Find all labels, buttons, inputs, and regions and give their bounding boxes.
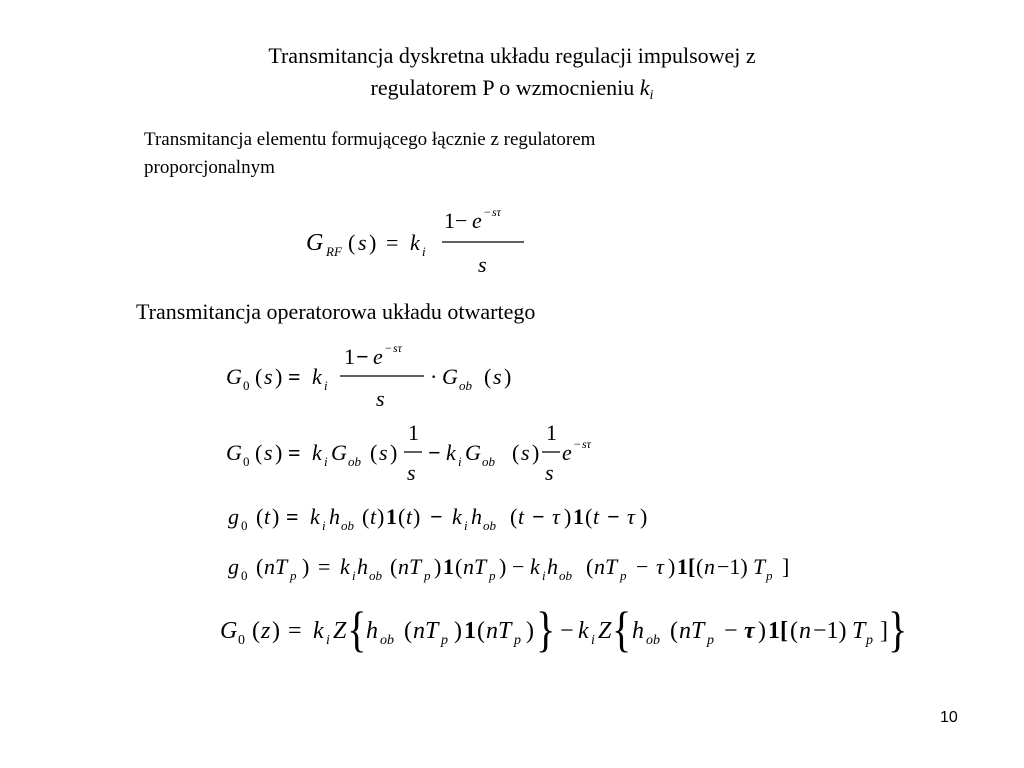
svg-text:nT: nT <box>594 554 618 579</box>
svg-text:−: − <box>636 554 649 579</box>
svg-text:(: ( <box>477 618 485 644</box>
svg-text:τ: τ <box>627 504 635 529</box>
svg-text:(: ( <box>404 618 412 644</box>
title-line-1: Transmitancja dyskretna układu regulacji impulsowej z <box>268 43 756 68</box>
title-line-2-text: regulatorem P o wzmocnieniu <box>370 75 635 100</box>
svg-text:h: h <box>329 504 340 529</box>
svg-text:{: { <box>612 601 632 658</box>
svg-text:nT: nT <box>413 618 439 644</box>
svg-text:=: = <box>288 618 302 644</box>
svg-text:G: G <box>306 230 324 256</box>
svg-text:}: } <box>888 601 908 658</box>
svg-text:G: G <box>465 440 481 465</box>
svg-text:): ) <box>434 554 442 579</box>
svg-text:(: ( <box>510 504 518 529</box>
svg-text:): ) <box>272 504 280 529</box>
svg-text:ob: ob <box>369 568 382 583</box>
svg-text:k: k <box>452 504 462 529</box>
svg-text:{: { <box>347 601 367 658</box>
svg-text:0: 0 <box>241 568 248 583</box>
svg-text:s: s <box>407 460 416 485</box>
svg-text:sτ: sτ <box>492 205 501 219</box>
svg-text:nT: nT <box>264 554 288 579</box>
svg-text:k: k <box>446 440 456 465</box>
svg-text:i: i <box>322 518 326 533</box>
svg-text:nT: nT <box>679 618 705 644</box>
svg-text:1: 1 <box>444 208 455 233</box>
svg-text:): ) <box>275 364 283 389</box>
svg-text:): ) <box>526 618 534 644</box>
svg-text:k: k <box>530 554 540 579</box>
page-number: 10 <box>940 709 958 726</box>
subtitle-open-loop: Transmitancja operatorowa układu otwartego <box>136 299 536 324</box>
svg-text:p: p <box>441 633 448 648</box>
svg-text:): ) <box>564 504 572 529</box>
svg-text:1: 1 <box>443 554 454 579</box>
svg-text:−: − <box>356 344 369 369</box>
svg-text:(: ( <box>255 440 263 465</box>
svg-text:n: n <box>799 618 811 644</box>
svg-text:): ) <box>758 618 766 644</box>
svg-text:i: i <box>352 568 356 583</box>
svg-text:G: G <box>226 440 242 465</box>
svg-text:t: t <box>264 504 271 529</box>
svg-text:−: − <box>560 618 574 644</box>
svg-text:k: k <box>578 618 589 644</box>
svg-text:−: − <box>385 341 392 355</box>
svg-text:g: g <box>228 504 239 529</box>
svg-text:i: i <box>542 568 546 583</box>
svg-text:]: ] <box>880 618 888 644</box>
svg-text:−: − <box>455 208 468 233</box>
svg-text:1[: 1[ <box>677 554 696 579</box>
svg-text:1: 1 <box>408 420 419 445</box>
svg-text:s: s <box>478 252 487 277</box>
svg-text:i: i <box>591 633 595 648</box>
svg-text:h: h <box>471 504 482 529</box>
svg-text:}: } <box>536 601 556 658</box>
svg-text:p: p <box>707 633 714 648</box>
equation-g0-s-1 <box>222 340 542 414</box>
svg-text:k: k <box>340 554 350 579</box>
svg-text:=: = <box>318 554 331 579</box>
svg-text:i: i <box>324 378 328 393</box>
svg-text:p: p <box>514 633 521 648</box>
svg-text:(: ( <box>256 504 264 529</box>
svg-text:ob: ob <box>559 568 572 583</box>
svg-text:Z: Z <box>598 618 612 644</box>
svg-text:0: 0 <box>241 518 248 533</box>
svg-text:): ) <box>504 364 512 389</box>
svg-text:(: ( <box>370 440 378 465</box>
svg-text:1: 1 <box>386 504 397 529</box>
svg-text:(: ( <box>390 554 398 579</box>
svg-text:i: i <box>324 454 328 469</box>
svg-text:−: − <box>724 618 738 644</box>
svg-text:h: h <box>357 554 368 579</box>
svg-text:RF: RF <box>326 244 342 259</box>
svg-text:τ: τ <box>656 554 664 579</box>
svg-text:): ) <box>390 440 398 465</box>
svg-text:(: ( <box>512 440 520 465</box>
svg-text:h: h <box>366 618 378 644</box>
svg-text:ob: ob <box>341 518 354 533</box>
equation-g0-s-2 <box>222 420 622 494</box>
svg-text:p: p <box>489 568 496 583</box>
svg-text:s: s <box>264 440 273 465</box>
svg-text:h: h <box>632 618 644 644</box>
svg-text:]: ] <box>782 554 790 579</box>
svg-text:−: − <box>512 554 525 579</box>
svg-text:): ) <box>369 230 377 255</box>
svg-text:0: 0 <box>238 633 245 648</box>
svg-text:0: 0 <box>243 454 250 469</box>
svg-text:s: s <box>379 440 388 465</box>
svg-text:(: ( <box>455 554 463 579</box>
svg-text:s: s <box>376 386 385 411</box>
svg-text:(: ( <box>398 504 406 529</box>
svg-text:t: t <box>406 504 413 529</box>
svg-text:(: ( <box>484 364 492 389</box>
svg-text:k: k <box>310 504 320 529</box>
svg-text:−: − <box>428 440 441 465</box>
svg-text:): ) <box>668 554 676 579</box>
svg-text:p: p <box>866 633 873 648</box>
svg-text:−1): −1) <box>813 618 847 644</box>
svg-text:=: = <box>288 440 301 465</box>
title-variable: k <box>639 75 650 100</box>
svg-text:): ) <box>532 440 540 465</box>
svg-text:1: 1 <box>546 420 557 445</box>
title-variable-subscript: i <box>649 88 654 103</box>
svg-text:nT: nT <box>463 554 487 579</box>
svg-text:i: i <box>464 518 468 533</box>
svg-text:t: t <box>518 504 525 529</box>
svg-text:): ) <box>302 554 310 579</box>
svg-text:nT: nT <box>398 554 422 579</box>
equation-g0-z <box>220 600 910 660</box>
svg-text:): ) <box>499 554 507 579</box>
svg-text:i: i <box>422 244 426 259</box>
svg-text:i: i <box>458 454 462 469</box>
svg-text:e: e <box>373 344 383 369</box>
svg-text:s: s <box>358 230 367 255</box>
svg-text:nT: nT <box>486 618 512 644</box>
svg-text:(: ( <box>696 554 704 579</box>
svg-text:(: ( <box>586 554 594 579</box>
svg-text:sτ: sτ <box>582 437 591 451</box>
svg-text:T: T <box>753 554 766 579</box>
svg-text:): ) <box>413 504 421 529</box>
subtitle-shaping-element: Transmitancja elementu formującego łącznie z regulatorem proporcjonalnym <box>144 129 596 178</box>
svg-text:): ) <box>640 504 648 529</box>
svg-text:Z: Z <box>333 618 347 644</box>
svg-text:ob: ob <box>483 518 496 533</box>
svg-text:p: p <box>290 568 297 583</box>
svg-text:p: p <box>620 568 627 583</box>
svg-text:(: ( <box>256 554 264 579</box>
svg-text:=: = <box>386 230 399 255</box>
svg-text:(: ( <box>255 364 263 389</box>
svg-text:n: n <box>704 554 715 579</box>
svg-text:ob: ob <box>482 454 495 469</box>
svg-text:sτ: sτ <box>393 341 402 355</box>
svg-text:s: s <box>545 460 554 485</box>
svg-text:): ) <box>454 618 462 644</box>
svg-text:1: 1 <box>344 344 355 369</box>
svg-text:z: z <box>261 618 271 644</box>
svg-text:ob: ob <box>459 378 472 393</box>
svg-text:(: ( <box>790 618 798 644</box>
svg-text:1: 1 <box>573 504 584 529</box>
svg-text:G: G <box>442 364 458 389</box>
svg-text:k: k <box>313 618 324 644</box>
svg-text:): ) <box>377 504 385 529</box>
svg-text:k: k <box>312 440 322 465</box>
svg-text:G: G <box>331 440 347 465</box>
svg-text:=: = <box>288 364 301 389</box>
svg-text:s: s <box>521 440 530 465</box>
svg-text:p: p <box>424 568 431 583</box>
svg-text:e: e <box>562 440 572 465</box>
svg-text:(: ( <box>362 504 370 529</box>
svg-text:k: k <box>410 230 420 255</box>
svg-text:=: = <box>286 504 299 529</box>
svg-text:ob: ob <box>380 633 394 648</box>
svg-text:p: p <box>766 568 773 583</box>
equation-g0-ntp <box>226 550 826 586</box>
svg-text:(: ( <box>585 504 593 529</box>
svg-text:−: − <box>574 437 581 451</box>
svg-text:t: t <box>593 504 600 529</box>
svg-text:ob: ob <box>348 454 361 469</box>
svg-text:(: ( <box>670 618 678 644</box>
svg-text:): ) <box>272 618 280 644</box>
svg-text:t: t <box>370 504 377 529</box>
svg-text:(: ( <box>252 618 260 644</box>
svg-text:k: k <box>312 364 322 389</box>
svg-text:1[: 1[ <box>768 618 788 644</box>
svg-text:ob: ob <box>646 633 660 648</box>
equation-g0-t <box>226 500 666 536</box>
svg-text:0: 0 <box>243 378 250 393</box>
svg-text:h: h <box>547 554 558 579</box>
svg-text:1: 1 <box>464 618 476 644</box>
svg-text:(: ( <box>348 230 356 255</box>
svg-text:e: e <box>472 208 482 233</box>
svg-text:τ: τ <box>552 504 560 529</box>
svg-text:s: s <box>264 364 273 389</box>
svg-text:·: · <box>430 364 438 389</box>
svg-text:g: g <box>228 554 239 579</box>
svg-text:−: − <box>484 205 491 219</box>
svg-text:−: − <box>430 504 443 529</box>
svg-text:T: T <box>852 618 866 644</box>
svg-text:−: − <box>532 504 545 529</box>
equation-grf <box>300 200 540 280</box>
svg-text:): ) <box>275 440 283 465</box>
svg-text:G: G <box>226 364 242 389</box>
slide-title <box>0 40 1024 112</box>
svg-text:G: G <box>220 618 238 644</box>
svg-text:−: − <box>607 504 620 529</box>
title-line-2 <box>0 72 1024 112</box>
svg-text:i: i <box>326 633 330 648</box>
svg-text:s: s <box>493 364 502 389</box>
svg-text:τ: τ <box>744 618 755 644</box>
svg-text:−1): −1) <box>717 554 748 579</box>
